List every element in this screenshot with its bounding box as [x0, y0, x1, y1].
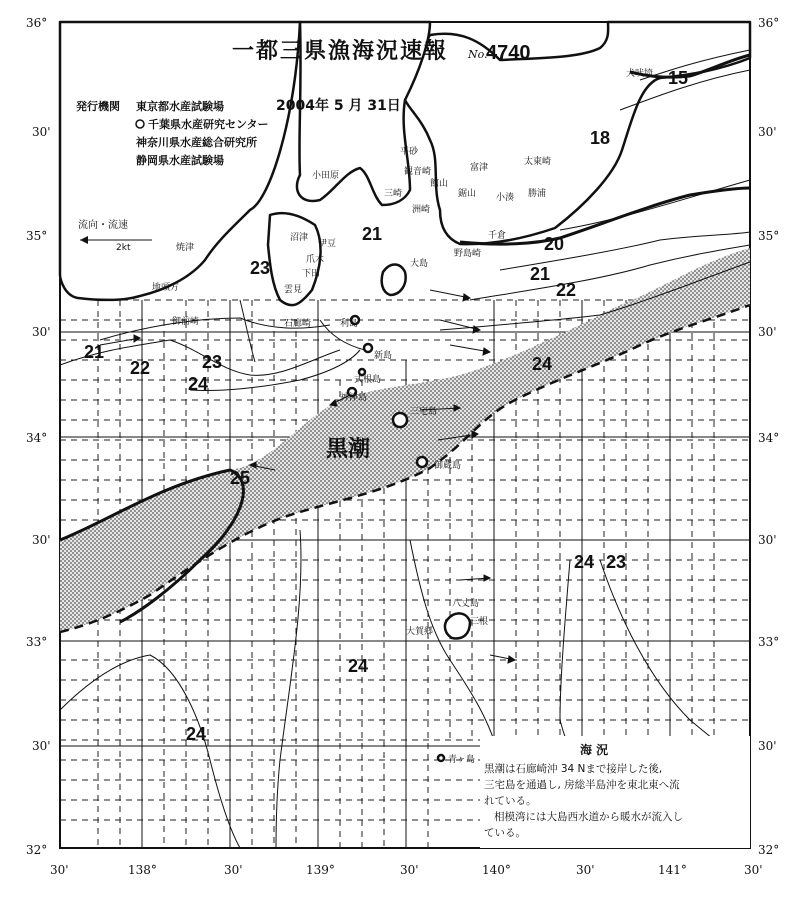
issuer-4: 静岡県水産試験場 [136, 154, 224, 167]
place-toshima: 利島 [340, 319, 359, 329]
latitude-labels-left [26, 16, 51, 857]
place-odawara: 小田原 [312, 171, 340, 181]
place-taitozaki: 太東崎 [524, 157, 552, 167]
lon-138-30: 30' [224, 863, 243, 877]
place-izu: 伊豆 [318, 239, 337, 249]
place-mine: 三根 [470, 617, 489, 627]
isotherm-label-23-a: 23 [250, 258, 271, 278]
place-mikurajima: 御蔵島 [434, 461, 462, 471]
latitude-labels-right [758, 16, 779, 857]
lat-right-33: 33° [758, 635, 780, 649]
place-oshima: 大島 [410, 259, 429, 269]
issuer-heading: 発行機関 [76, 100, 120, 113]
lon-140-30: 30' [576, 863, 595, 877]
lat-right-36: 36° [758, 16, 780, 30]
isotherm-label-21-c: 21 [84, 342, 105, 362]
place-okago: 大賀郷 [406, 627, 434, 637]
isotherm-label-21-a: 21 [530, 264, 551, 284]
kuroshio-label: 黒潮 [326, 437, 371, 462]
lat-left-33: 33° [26, 635, 48, 649]
lon-141: 141° [658, 863, 687, 877]
lat-left-35-30: 30' [32, 125, 51, 139]
isotherm-label-24-a: 24 [532, 354, 553, 374]
lat-left-36: 36° [26, 16, 48, 30]
lat-right-35-30: 30' [758, 125, 777, 139]
lat-right-33-30: 30' [758, 533, 777, 547]
notes-line-4: 相模湾には大島西水道から暖水が流入し [494, 811, 683, 823]
lat-right-34-30: 30' [758, 325, 777, 339]
place-inubosaki: 犬吠埼 [626, 69, 654, 79]
isotherm-label-15: 15 [668, 68, 689, 88]
lat-left-32: 32° [26, 843, 48, 857]
notes-heading: 海 況 [580, 743, 609, 757]
place-shimoda: 下田 [302, 269, 321, 279]
place-kannonzaki: 観音崎 [404, 167, 432, 177]
place-kozushima: 神津島 [340, 393, 368, 403]
place-miyakejima: 三宅島 [410, 407, 438, 417]
place-nokogiriyama: 鋸山 [458, 189, 477, 199]
lon-139-30: 30' [400, 863, 419, 877]
lon-139: 139° [306, 863, 335, 877]
notes-line-2: 三宅島を通過し, 房総半島沖を東北東へ流 [484, 779, 680, 791]
notes-line-1: 黒潮は石廊崎沖 34 Nまで接岸した後, [484, 763, 663, 775]
isotherm-label-23-c: 23 [606, 552, 627, 572]
lat-right-35: 35° [758, 229, 780, 243]
issuer-1: 東京都水産試験場 [136, 100, 224, 113]
lon-140: 140° [482, 863, 511, 877]
notes-line-5: ている。 [484, 827, 526, 839]
place-kumomi: 雲見 [284, 285, 303, 295]
current-legend-label: 流向・流速 [78, 220, 128, 231]
isotherm-label-20: 20 [544, 234, 565, 254]
lat-right-34: 34° [758, 431, 780, 445]
place-yaizu: 焼津 [176, 243, 195, 253]
place-misaki: 三崎 [384, 189, 403, 199]
place-aogashima: 青ヶ島 [448, 755, 476, 765]
isotherm-label-24-d: 24 [348, 656, 369, 676]
place-numazu: 沼津 [290, 233, 309, 243]
isotherm-label-21-b: 21 [362, 224, 383, 244]
place-irozaki: 石廊崎 [284, 319, 312, 329]
place-niijima: 新島 [374, 351, 393, 361]
lat-right-32-30: 30' [758, 739, 777, 753]
place-nojimazaki: 野島崎 [454, 249, 482, 259]
lat-right-32: 32° [758, 843, 780, 857]
place-kominato: 小湊 [496, 193, 515, 203]
place-omaezaki: 御前崎 [172, 317, 200, 327]
notes-line-3: れている。 [484, 795, 537, 807]
isotherm-label-25: 25 [230, 468, 251, 488]
lat-left-32-30: 30' [32, 739, 51, 753]
map-title: 一都三県漁海況速報 [232, 39, 449, 64]
isotherm-label-22-b: 22 [130, 358, 151, 378]
isotherm-label-24-c: 24 [574, 552, 595, 572]
current-legend-scale: 2kt [116, 243, 131, 253]
place-heisa: 平砂 [400, 147, 419, 157]
place-katsuura: 勝浦 [528, 189, 547, 199]
lon-138: 138° [128, 863, 157, 877]
place-shikinejima: 式根島 [354, 375, 382, 385]
place-chikura: 千倉 [488, 231, 507, 241]
place-tateyama: 館山 [430, 179, 449, 189]
chiba-marker-icon [136, 120, 144, 128]
lon-137-30: 30' [50, 863, 69, 877]
lat-left-33-30: 30' [32, 533, 51, 547]
issuer-2: 千葉県水産研究センター [148, 118, 269, 131]
isotherm-label-18: 18 [590, 128, 611, 148]
lat-left-35: 35° [26, 229, 48, 243]
place-futtsu: 富津 [470, 163, 489, 173]
issue-no: 4740 [486, 42, 531, 64]
lon-141-30: 30' [744, 863, 763, 877]
issue-no-prefix: No. [468, 48, 488, 61]
lat-left-34-30: 30' [32, 325, 51, 339]
issue-date: 2004年 5 月 31日 [276, 98, 401, 114]
isotherm-label-24-b: 24 [188, 374, 209, 394]
longitude-labels [50, 863, 763, 877]
place-sunosaki: 洲崎 [412, 205, 431, 215]
place-tsumeki: 爪木 [306, 255, 325, 265]
isotherm-label-24-e: 24 [186, 724, 207, 744]
isotherm-label-23-b: 23 [202, 352, 223, 372]
place-jitogata: 地頭方 [152, 283, 180, 293]
place-hachijojima: 八丈島 [452, 599, 480, 609]
lat-left-34: 34° [26, 431, 48, 445]
issuer-3: 神奈川県水産総合研究所 [136, 136, 257, 149]
isotherm-label-22-a: 22 [556, 280, 577, 300]
